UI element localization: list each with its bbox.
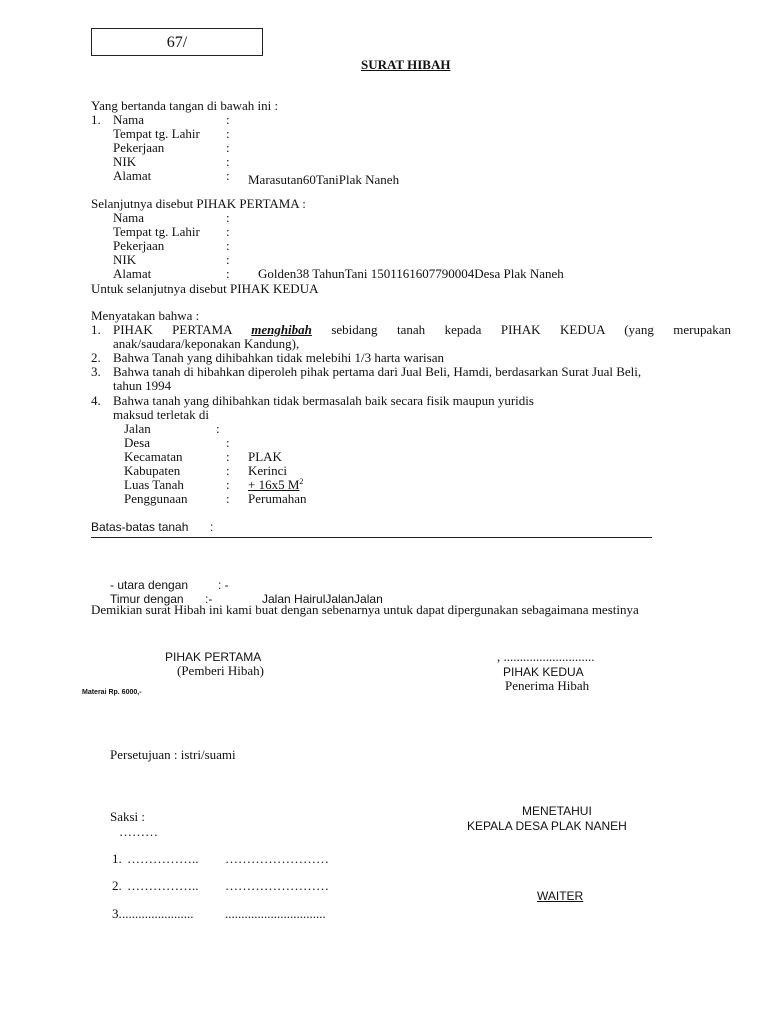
party-one-label-nik: NIK bbox=[113, 154, 137, 169]
location-label-penggunaan: Penggunaan bbox=[124, 491, 188, 506]
boundary-north-label: - utara dengan bbox=[110, 578, 189, 592]
witness-signature-blank: …………………… bbox=[225, 851, 329, 866]
location-value-penggunaan: Perumahan bbox=[248, 491, 307, 506]
colon: : bbox=[226, 477, 230, 492]
witness-name-blank: …………….. bbox=[127, 878, 199, 893]
colon: : bbox=[226, 435, 230, 450]
colon: : bbox=[226, 238, 230, 253]
location-value-kecamatan: PLAK bbox=[248, 449, 282, 464]
party-two-label-nik: NIK bbox=[113, 252, 137, 267]
statement-item-number: 3. bbox=[91, 364, 101, 379]
statement-item-4-line-2: maksud terletak di bbox=[113, 407, 210, 422]
colon: : bbox=[226, 168, 230, 183]
witness-row-number: 3. bbox=[112, 906, 122, 921]
witnesses-dots: ……… bbox=[119, 824, 158, 839]
colon: : bbox=[226, 126, 230, 141]
party-one-closing: Selanjutnya disebut PIHAK PERTAMA : bbox=[91, 196, 306, 211]
statement-item-1-line-2: anak/saudara/keponakan Kandung), bbox=[113, 336, 300, 351]
party-one-label-nama: Nama bbox=[113, 112, 145, 127]
boundary-east-label: Timur dengan bbox=[110, 592, 184, 606]
emphasis-menghibah: menghibah bbox=[251, 322, 312, 337]
statement-item-3-line-1: Bahwa tanah di hibahkan diperoleh pihak pertama dari Jual Beli, Hamdi, berdasarkan Surat Jual Beli, bbox=[113, 364, 642, 379]
intro-text: Yang bertanda tangan di bawah ini : bbox=[91, 98, 279, 113]
statement-heading: Menyatakan bahwa : bbox=[91, 308, 200, 323]
statement-item-1-line-1: PIHAK PERTAMA menghibah sebidang tanah kepada PIHAK KEDUA (yang merupakan bbox=[113, 322, 732, 337]
party-two-label-birth: Tempat tg. Lahir bbox=[113, 224, 200, 239]
colon: : bbox=[226, 252, 230, 267]
statement-item-number: 1. bbox=[91, 322, 101, 337]
signature-date-line: , ............................ bbox=[497, 649, 595, 664]
colon: : bbox=[226, 491, 230, 506]
location-label-jalan: Jalan bbox=[124, 421, 151, 436]
location-label-luas: Luas Tanah bbox=[124, 477, 184, 492]
closing-statement: Demikian surat Hibah ini kami buat dengan sebenarnya untuk dapat dipergunakan sebagaimana mestinya bbox=[91, 602, 639, 617]
document-title: SURAT HIBAH bbox=[361, 57, 451, 72]
colon: : bbox=[216, 421, 220, 436]
location-label-kecamatan: Kecamatan bbox=[124, 449, 183, 464]
witness-signature-blank: ............................... bbox=[225, 906, 326, 921]
location-label-kabupaten: Kabupaten bbox=[124, 463, 181, 478]
approval-line-2: KEPALA DESA PLAK NANEH bbox=[467, 819, 627, 833]
statement-item-3-line-2: tahun 1994 bbox=[113, 378, 172, 393]
party-two-label-address: Alamat bbox=[113, 266, 152, 281]
party-two-address-value: Golden38 TahunTani 1501161607790004Desa Plak Naneh bbox=[258, 266, 564, 281]
boundary-east-value: Jalan HairulJalanJalan bbox=[262, 592, 383, 606]
stamp-duty-note: Materai Rp. 6000,- bbox=[82, 689, 142, 696]
witness-row-number: 2. bbox=[112, 878, 122, 893]
party-one-signature-subtitle: (Pemberi Hibah) bbox=[177, 663, 265, 678]
colon: : bbox=[226, 210, 230, 225]
witness-row-number: 1. bbox=[112, 851, 122, 866]
colon: : bbox=[226, 112, 230, 127]
approval-line-1: MENETAHUI bbox=[522, 804, 592, 818]
statement-item-number: 4. bbox=[91, 393, 101, 408]
party-one-label-job: Pekerjaan bbox=[113, 140, 165, 155]
boundaries-label: Batas-batas tanah bbox=[91, 520, 189, 534]
party-one-index: 1. bbox=[91, 112, 101, 127]
village-head-name: WAITER bbox=[537, 889, 584, 903]
boundary-east-colon: :- bbox=[205, 592, 213, 606]
colon: : bbox=[226, 266, 230, 281]
location-label-desa: Desa bbox=[124, 435, 150, 450]
witness-name-blank: ...................... bbox=[122, 906, 194, 921]
boundaries-divider-line bbox=[91, 537, 652, 538]
location-value-kabupaten: Kerinci bbox=[248, 463, 287, 478]
party-two-closing: Untuk selanjutnya disebut PIHAK KEDUA bbox=[91, 281, 319, 296]
colon: : bbox=[226, 463, 230, 478]
document-number-box: 67/ bbox=[91, 28, 263, 56]
statement-item-2: Bahwa Tanah yang dihibahkan tidak melebihi 1/3 harta warisan bbox=[113, 350, 444, 365]
party-one-label-address: Alamat bbox=[113, 168, 152, 183]
party-two-signature-title: PIHAK KEDUA bbox=[503, 665, 584, 679]
party-one-address-value: Marasutan60TaniPlak Naneh bbox=[248, 172, 400, 187]
statement-item-4-line-1: Bahwa tanah yang dihibahkan tidak bermasalah baik secara fisik maupun yuridis bbox=[113, 393, 534, 408]
party-two-signature-subtitle: Penerima Hibah bbox=[505, 678, 590, 693]
statement-item-number: 2. bbox=[91, 350, 101, 365]
area-superscript: 2 bbox=[299, 477, 304, 486]
colon: : bbox=[226, 224, 230, 239]
witness-name-blank: …………….. bbox=[127, 851, 199, 866]
spouse-consent: Persetujuan : istri/suami bbox=[110, 747, 236, 762]
colon: : bbox=[210, 520, 214, 534]
party-two-label-job: Pekerjaan bbox=[113, 238, 165, 253]
witness-signature-blank: …………………… bbox=[225, 878, 329, 893]
colon: : bbox=[226, 140, 230, 155]
party-two-label-nama: Nama bbox=[113, 210, 145, 225]
colon: : bbox=[226, 154, 230, 169]
location-value-luas: + 16x5 $M^2$ bbox=[248, 477, 304, 492]
witnesses-label: Saksi : bbox=[110, 809, 146, 824]
boundary-north-value: : - bbox=[218, 578, 229, 592]
party-one-label-birth: Tempat tg. Lahir bbox=[113, 126, 200, 141]
colon: : bbox=[226, 449, 230, 464]
party-one-signature-title: PIHAK PERTAMA bbox=[165, 650, 262, 664]
